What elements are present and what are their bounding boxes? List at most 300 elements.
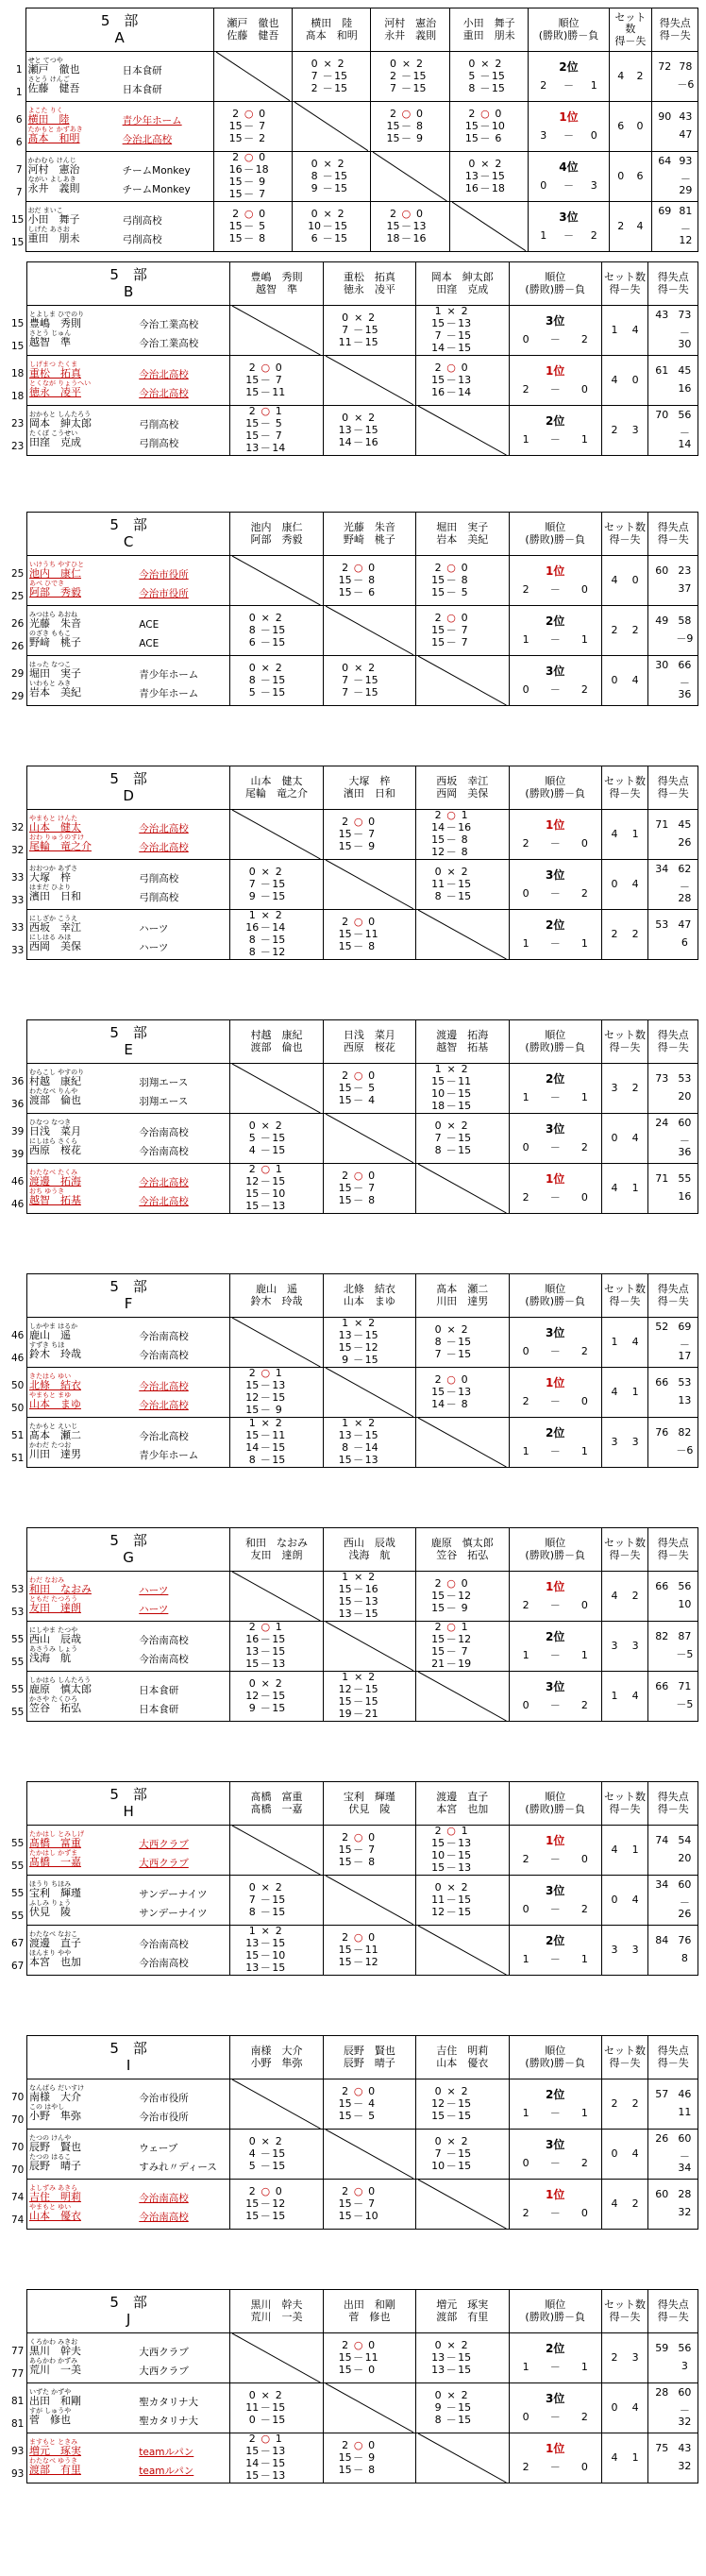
game-score	[285, 1380, 298, 1392]
match-score	[418, 1826, 431, 1838]
match-score	[378, 1418, 392, 1430]
draw-number-value: 70	[11, 2114, 25, 2126]
game-score	[373, 133, 386, 145]
win-loss-value: 2	[540, 78, 547, 92]
points-cell	[648, 1318, 698, 1368]
name-reading: わたなべ たくみ	[28, 1169, 78, 1177]
sets-header-label: セット数	[604, 1282, 647, 1295]
game-score: 15	[272, 2413, 286, 2426]
game-score: 10	[272, 1187, 286, 1200]
game-score	[471, 2111, 484, 2123]
opponent-name: 浅海 航	[348, 1548, 391, 1561]
match-score	[418, 1120, 431, 1133]
match-score	[452, 109, 465, 121]
game-score	[232, 2198, 245, 2211]
game-score	[378, 575, 392, 587]
points-diff: －6	[677, 78, 695, 91]
set-value: 3	[631, 1639, 639, 1652]
game-score: 13	[464, 169, 479, 182]
player-name: 尾輪 竜之介	[28, 840, 92, 852]
name-reading: たくぼ こうせい	[28, 429, 78, 437]
win-loss-value: －	[549, 936, 561, 950]
points-diff	[650, 1395, 673, 1407]
points-cell	[648, 606, 698, 656]
win-loss-value: 1	[522, 1648, 530, 1661]
points-value: 28	[655, 2386, 669, 2399]
points-diff	[650, 1853, 673, 1865]
match-score	[418, 1374, 431, 1387]
game-score: 9	[461, 1601, 468, 1614]
draw-number-value: 51	[11, 1453, 25, 1464]
match-result	[230, 2433, 323, 2483]
rank-cell	[509, 860, 601, 910]
win-loss-value: －	[549, 1444, 561, 1457]
rank-header-sub: (勝敗)勝－負	[525, 1548, 586, 1561]
set-value: 4	[611, 1589, 618, 1602]
win-loss	[530, 130, 606, 143]
match-score: 0	[461, 1372, 468, 1386]
game-score	[378, 1455, 392, 1467]
game-score	[285, 947, 298, 959]
match-score	[471, 1374, 484, 1387]
game-score: 15	[272, 685, 286, 699]
win-loss-value: 2	[580, 682, 588, 696]
match-score: 2	[232, 107, 240, 120]
game-score: －	[260, 1949, 271, 1961]
match-score: 0	[368, 915, 376, 928]
match-score: 0	[368, 1169, 376, 1182]
draw-number-value: 39	[11, 1125, 25, 1137]
name-reading: やまもと まゆ	[28, 1391, 72, 1399]
match-score: 1	[434, 305, 442, 317]
game-score: －	[445, 1385, 457, 1398]
set-value: 4	[636, 219, 644, 232]
opponent-name: 黒川 幹夫	[250, 2298, 303, 2311]
game-score: 13	[272, 2445, 286, 2457]
set-value: 3	[611, 1943, 618, 1956]
match-score: 2	[342, 1830, 349, 1844]
match-result	[416, 1064, 509, 1114]
game-score	[285, 625, 298, 637]
match-score	[326, 663, 339, 675]
opponent-name: 髙橋 一嘉	[250, 1802, 303, 1815]
game-score	[326, 2365, 339, 2377]
game-score: －	[353, 1943, 364, 1956]
game-score	[232, 2415, 245, 2427]
game-score	[418, 2148, 431, 2161]
win-loss-value: －	[549, 2410, 561, 2423]
match-score	[326, 1318, 339, 1330]
rank-value: 3位	[546, 2391, 565, 2405]
points-value: 60	[655, 2188, 669, 2201]
name-reading: ほんまり やや	[28, 1949, 72, 1957]
game-score	[326, 1945, 339, 1957]
game-score: －	[353, 1354, 364, 1366]
opponent-header	[416, 262, 509, 306]
game-score: －	[260, 2197, 271, 2210]
game-score: －	[353, 1583, 364, 1595]
match-score: 0	[248, 1119, 256, 1132]
name-reading: ながい よしあき	[27, 176, 76, 183]
points-cell	[648, 810, 698, 860]
match-result	[230, 1114, 323, 1164]
rank-header-sub: (勝敗)勝－負	[538, 28, 599, 42]
match-score	[285, 910, 298, 922]
game-score	[285, 1962, 298, 1975]
game-score: 15	[458, 877, 472, 890]
game-score	[326, 841, 339, 853]
game-score	[285, 1176, 298, 1188]
match-result	[416, 2333, 509, 2383]
match-score: ○	[480, 107, 490, 120]
opponent-name: 渡部 倫也	[250, 1040, 303, 1053]
opponent-name: 和田 なおみ	[244, 1536, 308, 1549]
player-name: 重松 拓真	[28, 367, 81, 380]
win-loss-value: 0	[580, 836, 588, 850]
match-score: 2	[495, 57, 502, 70]
game-score: 15	[464, 131, 479, 144]
game-score: 7	[259, 119, 266, 132]
match-score: 1	[275, 1163, 282, 1175]
match-score	[232, 406, 245, 418]
game-score	[232, 687, 245, 699]
table-row	[9, 202, 698, 252]
game-score	[285, 2415, 298, 2427]
game-score	[285, 2470, 298, 2483]
points-diff: 26	[678, 836, 692, 849]
opponent-name: 横田 陸	[311, 16, 353, 29]
win-loss	[512, 434, 599, 446]
game-score: －	[353, 2096, 364, 2110]
player-club: ACE	[139, 637, 160, 649]
player-name: 永井 義則	[27, 182, 80, 194]
match-result	[416, 356, 509, 406]
player-club: すみれ〃ディース	[139, 2161, 217, 2173]
game-score	[471, 387, 484, 399]
match-score	[347, 159, 361, 171]
match-score	[471, 810, 484, 822]
opponent-name: 辰野 晴子	[343, 2056, 395, 2069]
self-match-cell	[416, 1164, 509, 1214]
match-score: ×	[446, 2084, 456, 2097]
game-score	[418, 1399, 431, 1411]
match-result	[416, 2079, 509, 2130]
match-score	[232, 2390, 245, 2402]
sets-header-sub: 得－失	[609, 282, 641, 295]
opponent-name: 小田 舞子	[462, 16, 515, 29]
game-score	[471, 1088, 484, 1101]
match-score: ○	[261, 361, 271, 374]
points-header	[648, 513, 698, 556]
win-loss-value: －	[549, 1648, 561, 1661]
match-score: ○	[353, 2184, 363, 2197]
match-score	[378, 1672, 392, 1684]
draw-number-value: 7	[15, 163, 23, 176]
game-score	[326, 1709, 339, 1721]
name-reading: ともだ たつろう	[28, 1595, 78, 1603]
win-loss-value: 1	[580, 2106, 588, 2119]
opponent-name: 鈴木 玲哉	[250, 1294, 303, 1307]
match-score: 0	[368, 2084, 376, 2097]
game-score	[285, 1188, 298, 1201]
self-match-cell	[416, 1672, 509, 1722]
game-score: 7	[434, 1347, 442, 1360]
draw-number	[9, 406, 26, 456]
game-score	[232, 2161, 245, 2173]
opponent-name: 辰野 賢也	[343, 2044, 395, 2057]
game-score: 7	[342, 323, 349, 336]
game-score	[232, 947, 245, 959]
win-loss-value: 0	[580, 2206, 588, 2219]
match-score	[452, 159, 465, 171]
match-score	[426, 109, 439, 121]
match-score: ×	[261, 2134, 270, 2147]
player-club: 大西クラブ	[139, 1857, 189, 1869]
rank-cell	[529, 152, 609, 202]
game-score: 15	[458, 2109, 472, 2122]
game-score: 8	[461, 1397, 468, 1410]
match-score: 0	[248, 1676, 256, 1690]
game-score: －	[353, 1454, 364, 1466]
game-score	[285, 1133, 298, 1145]
game-score: 15	[458, 2147, 472, 2160]
diagonal-slash	[452, 202, 526, 251]
name-reading: はった なつこ	[28, 661, 72, 669]
win-loss-value: 0	[522, 682, 530, 696]
game-score	[347, 233, 361, 245]
player-club: 日本食研	[139, 1684, 179, 1696]
draw-number-value: 74	[11, 2214, 25, 2226]
game-score	[347, 83, 361, 95]
game-score: 9	[434, 2400, 442, 2414]
rank-cell	[509, 2079, 601, 2130]
game-score: 14	[338, 435, 352, 448]
match-score	[418, 2390, 431, 2402]
match-score: 0	[248, 661, 256, 674]
game-score	[294, 221, 308, 233]
match-score	[232, 1164, 245, 1176]
game-score	[378, 1330, 392, 1342]
game-score: －	[479, 81, 491, 94]
game-score: 15	[338, 1454, 352, 1466]
game-score	[269, 221, 282, 233]
game-score: 12	[245, 1175, 260, 1187]
player-name: 池内 康仁	[28, 567, 81, 581]
game-score: 7	[434, 2147, 442, 2160]
player-club: 弓削高校	[122, 233, 162, 245]
set-count	[601, 2433, 647, 2483]
set-value: 2	[631, 927, 639, 940]
set-count	[601, 1164, 647, 1214]
match-score: 0	[368, 2184, 376, 2197]
player-name: 伏見 陵	[28, 1906, 71, 1918]
set-value: 4	[611, 1843, 618, 1856]
game-score: 11	[364, 2350, 378, 2364]
game-score: 15	[338, 1843, 352, 1856]
win-loss-value: 1	[522, 1444, 530, 1457]
win-loss	[530, 230, 606, 243]
game-score: 21	[431, 1658, 445, 1670]
game-score: 10	[431, 2159, 445, 2172]
match-score: 2	[232, 151, 240, 163]
draw-number	[9, 656, 26, 706]
match-score	[471, 306, 484, 318]
player-pair	[26, 656, 229, 706]
game-score: 15	[272, 877, 286, 890]
player-club: 今治北高校	[122, 133, 173, 145]
match-result	[230, 2383, 323, 2433]
diagonal-slash	[326, 1114, 413, 1163]
game-score: 15	[431, 1075, 445, 1087]
game-score: 15	[431, 317, 445, 329]
win-loss	[512, 1954, 599, 1966]
game-score: －	[260, 1905, 271, 1918]
name-reading: かさや たくひろ	[28, 1695, 78, 1703]
set-count	[601, 1418, 647, 1468]
win-loss-value: 0	[522, 2156, 530, 2169]
game-score	[232, 1201, 245, 1213]
win-loss-value: 1	[522, 936, 530, 950]
game-score	[232, 2402, 245, 2415]
match-result	[416, 2383, 509, 2433]
game-score: －	[260, 1391, 271, 1404]
points-cell	[648, 1876, 698, 1926]
game-score: 15	[338, 1583, 352, 1595]
game-score: 16	[245, 921, 260, 934]
game-score	[285, 418, 298, 430]
match-score: 2	[275, 661, 282, 674]
match-score	[471, 2136, 484, 2148]
diagonal-slash	[232, 556, 320, 605]
game-score: －	[260, 1937, 271, 1949]
match-score	[452, 59, 465, 71]
rank-header	[509, 513, 601, 556]
game-score	[347, 171, 361, 183]
opponent-name: 鹿原 慎太郎	[430, 1536, 494, 1549]
opponent-name: 村越 康紀	[250, 1028, 303, 1041]
match-score	[326, 1170, 339, 1183]
match-score	[232, 1678, 245, 1691]
points-diff: －14	[678, 426, 692, 451]
player-club: 羽翔エース	[139, 1076, 189, 1088]
draw-number-value: 46	[11, 1329, 25, 1341]
match-score: 2	[389, 207, 396, 220]
points-diff	[650, 2461, 673, 2473]
match-score: 2	[337, 207, 345, 220]
player-name: 光藤 朱音	[28, 617, 81, 631]
player-name: 本宮 也加	[28, 1956, 81, 1968]
game-score	[418, 318, 431, 330]
match-score	[418, 563, 431, 575]
sets-header-label: セット数	[614, 10, 647, 36]
game-score	[285, 2161, 298, 2173]
points-value: 75	[655, 2442, 669, 2455]
match-score: 2	[368, 661, 376, 674]
match-score: 2	[342, 815, 349, 828]
player-name: 越智 拓基	[28, 1194, 81, 1206]
match-score: 0	[368, 1830, 376, 1844]
set-count	[601, 860, 647, 910]
match-score	[418, 1578, 431, 1591]
match-score: 0	[461, 561, 468, 574]
match-score	[378, 1170, 392, 1183]
opponent-name: 川田 達男	[436, 1294, 489, 1307]
match-score	[471, 1064, 484, 1076]
game-score: －	[353, 927, 364, 940]
game-score	[285, 879, 298, 891]
player-club: サンデーナイツ	[139, 1888, 208, 1900]
win-loss	[512, 2208, 599, 2220]
match-result	[416, 810, 509, 860]
game-score	[285, 1950, 298, 1962]
set-value: 3	[611, 1435, 618, 1448]
game-score	[232, 2470, 245, 2483]
rank-cell	[509, 1418, 601, 1468]
match-result	[230, 1418, 323, 1468]
opponent-name: 越智 準	[255, 282, 297, 295]
set-value: 3	[631, 2350, 639, 2364]
self-match-cell	[416, 1418, 509, 1468]
table-row	[9, 1114, 698, 1164]
opponent-header	[230, 1020, 323, 1064]
game-score: 5	[368, 1081, 376, 1094]
game-score: －	[244, 176, 255, 188]
game-score	[232, 418, 245, 430]
match-score: 0	[259, 207, 266, 220]
game-score: 9	[342, 1354, 349, 1366]
set-value: 4	[631, 323, 639, 336]
game-score: 13	[431, 2350, 445, 2364]
match-result	[416, 1622, 509, 1672]
game-score: 19	[338, 1708, 352, 1720]
rank-cell	[509, 1572, 601, 1622]
game-score	[471, 637, 484, 649]
name-reading: ますもと ときみ	[28, 2438, 78, 2447]
draw-number-value: 55	[11, 1657, 25, 1668]
player-club: 今治市役所	[139, 587, 189, 599]
game-score: －	[400, 219, 412, 232]
game-score	[378, 425, 392, 437]
game-score: 15	[245, 1379, 260, 1391]
win-loss-value: 0	[522, 1140, 530, 1153]
match-score: ○	[353, 2338, 363, 2351]
match-result	[293, 202, 371, 252]
game-score	[232, 2458, 245, 2470]
win-loss-value: 1	[522, 2360, 530, 2373]
game-score	[471, 1387, 484, 1399]
rank-cell	[509, 656, 601, 706]
game-score	[326, 2198, 339, 2211]
table-row	[9, 1368, 698, 1418]
opponent-name: 池内 康仁	[250, 520, 303, 533]
points-diff: －32	[678, 2403, 692, 2429]
points-value: 93	[679, 155, 693, 168]
game-score: －	[322, 81, 333, 94]
game-score: －	[260, 1175, 271, 1187]
match-score: 0	[368, 561, 376, 574]
game-score	[378, 1342, 392, 1355]
match-score: ×	[354, 1317, 363, 1329]
table-row	[9, 1876, 698, 1926]
game-score	[471, 2352, 484, 2365]
game-score: 15	[458, 1905, 472, 1918]
win-loss	[512, 1700, 599, 1712]
match-score	[326, 1572, 339, 1584]
match-score: 2	[342, 2338, 349, 2351]
game-score: －	[445, 2109, 457, 2122]
win-loss-value: 1	[580, 632, 588, 646]
table-row	[9, 1826, 698, 1876]
